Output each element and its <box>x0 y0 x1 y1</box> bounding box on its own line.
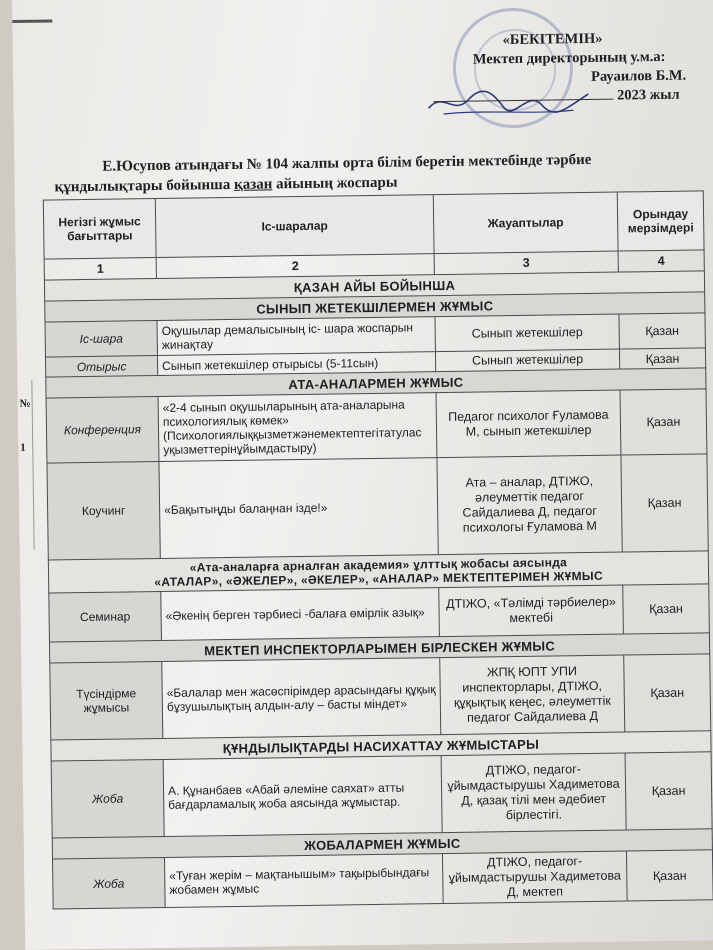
row-responsible: Сынып жетекшілер <box>435 314 619 352</box>
row-direction: Отырыс <box>45 356 157 378</box>
row-deadline: Қазан <box>619 313 705 349</box>
header-responsible: Жауаптылар <box>433 192 618 254</box>
row-activity: «Әкенің берген тәрбиесі -балаға өмірлік азық» <box>161 588 440 641</box>
row-direction: Жоба <box>52 857 165 909</box>
row-activity: Сынып жетекшілер отырысы (5-11сын) <box>157 352 435 376</box>
row-direction: Іс-шара <box>45 321 157 358</box>
month-heading: ҚАЗАН АЙЫ БОЙЫНША <box>44 271 704 301</box>
row-deadline: Қазан <box>620 389 707 455</box>
row-direction: Конференция <box>46 396 159 463</box>
adjacent-page-number-sign: № <box>19 397 31 410</box>
title-line-2-end: айының жоспары <box>272 174 398 193</box>
col-num: 1 <box>44 258 156 281</box>
row-responsible: Ата – аналар, ДТІЖО, әлеуметтік педагог Сайдалиева Д, педагог психологы Ғуламова М <box>437 455 622 555</box>
approval-title: «БЕКІТЕМІН» <box>502 30 603 49</box>
row-deadline: Қазан <box>626 850 713 901</box>
row-direction: Жоба <box>51 759 164 838</box>
title-line-1: Е.Юсупов атындағы № 104 жалпы орта білім беретін мектебінде тәрбие <box>102 151 592 175</box>
adjacent-page-strip <box>17 380 34 550</box>
approval-name: Рауаилов Б.М. <box>591 67 687 85</box>
section-heading: АТА-АНАЛАРМЕН ЖҰМЫС <box>46 368 706 398</box>
row-responsible: Сынып жетекшілер <box>435 349 619 372</box>
title-month: қазан <box>233 176 273 193</box>
plan-table <box>43 190 713 909</box>
section-heading: ҚҰНДЫЛЫҚТАРДЫ НАСИХАТТАУ ЖҰМЫСТАРЫ <box>51 731 711 761</box>
col-num: 2 <box>156 254 434 279</box>
row-responsible: ДТІЖО, педагог-ұйымдастырушы Хадиметова Д, мектеп <box>442 851 627 904</box>
row-deadline: Қазан <box>623 584 710 634</box>
section-heading-line-1: «Ата-аналарға арналған академия» ұлттық жобасы аясында <box>189 555 568 575</box>
row-responsible: ДТІЖО, педагог-ұйымдастырушы Хадиметова Д, қазақ тілі мен әдебиет бірлестігі. <box>441 753 626 833</box>
row-activity: А. Құнанбаев «Абай әлеміне саяхат» атты бағдарламалық жоба аясында жұмыстар. <box>163 756 442 837</box>
section-heading: СЫНЫП ЖЕТЕКШІЛЕРМЕН ЖҰМЫС <box>45 292 705 322</box>
section-heading: ЖОБАЛАРМЕН ЖҰМЫС <box>52 829 712 859</box>
row-activity: «Туған жерім – мақтанышым» тақырыбындағы жобамен жұмыс <box>164 854 443 908</box>
table-row <box>46 389 707 463</box>
section-heading-line-2: «АТАЛАР», «ӘЖЕЛЕР», «ӘКЕЛЕР», «АНАЛАР» МЕКТЕПТЕРІМЕН ЖҰМЫС <box>154 568 603 590</box>
row-activity: «Балалар мен жасөспірімдер арасындағы құқық бұзушылықтың алдын-алу – басты міндет» <box>162 658 441 739</box>
table-row <box>51 752 712 838</box>
approval-year: 2023 жыл <box>616 86 680 104</box>
section-heading: МЕКТЕП ИНСПЕКТОРЛАРЫМЕН БІРЛЕСКЕН ЖҰМЫС <box>49 633 709 663</box>
row-responsible: Педагог психолог Ғуламова М, сынып жетекшілер <box>436 390 621 458</box>
page-edge-mark <box>12 19 52 23</box>
row-activity: «Бақытыңды балаңнан ізде!» <box>159 458 438 559</box>
table-row <box>52 850 713 909</box>
document-page <box>12 0 713 950</box>
title-line-2-start: құндылықтары бойынша <box>54 176 235 196</box>
approval-role: Мектеп директорының у.м.а: <box>472 48 666 68</box>
header-direction: Негізгі жұмыс бағыттары <box>43 199 156 260</box>
row-deadline: Қазан <box>624 654 711 732</box>
header-deadline: Орындау мерзімдері <box>617 191 704 251</box>
table-header-row <box>43 191 704 259</box>
approval-block <box>432 28 703 108</box>
document-title <box>54 148 694 197</box>
row-activity: «2-4 сынып оқушыларының ата-аналарына психологиялық көмек» (Психологиялыққызметжәнемектептегітатулас уқызметтерінұйымдастыру) <box>158 393 437 462</box>
row-responsible: ЖПҚ ЮПТ УПИ инспекторлары, ДТІЖО, құқықтық кеңес, әлеуметтік педагог Сайдалиева Д <box>440 655 625 735</box>
row-deadline: Қазан <box>625 752 712 830</box>
col-num: 4 <box>618 250 704 272</box>
table-row <box>50 654 711 740</box>
row-direction: Коучинг <box>47 461 160 560</box>
row-deadline: Қазан <box>619 348 705 369</box>
row-direction: Семинар <box>49 591 162 642</box>
row-deadline: Қазан <box>621 454 708 552</box>
col-num: 3 <box>434 251 618 275</box>
approval-date <box>433 85 703 108</box>
table-row <box>47 454 708 560</box>
header-activities: Іс-шаралар <box>155 195 434 258</box>
row-responsible: ДТІЖО, «Тәлімді тәрбиелер» мектебі <box>439 585 624 637</box>
row-direction: Түсіндірме жұмысы <box>50 661 163 740</box>
adjacent-page-one: 1 <box>20 441 26 454</box>
row-activity: Оқушылар демалысының іс- шара жоспарын жинақтау <box>157 317 435 356</box>
